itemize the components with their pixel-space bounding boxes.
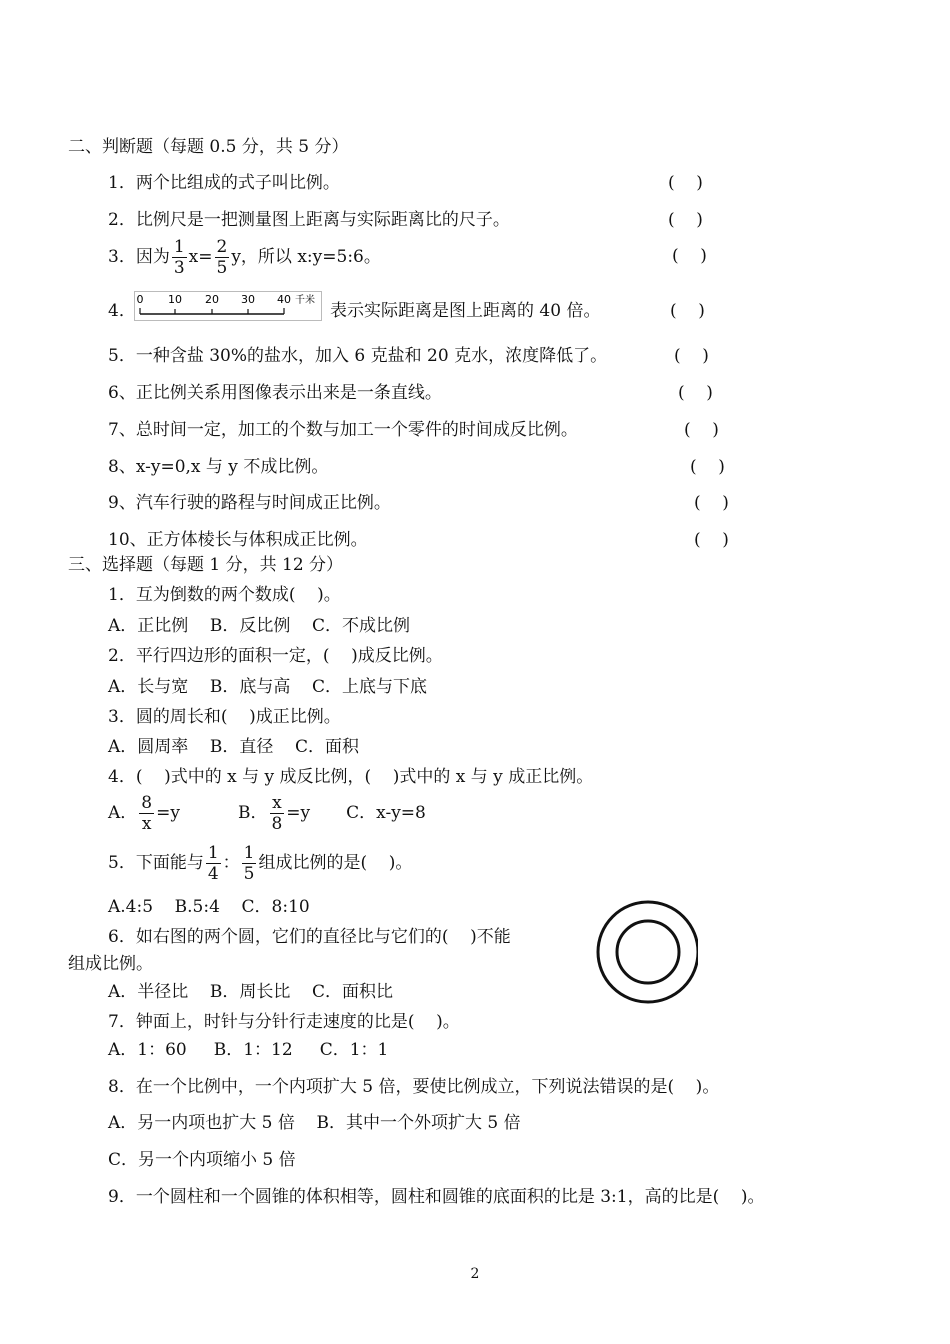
ruler-tick-20: 20: [205, 293, 219, 306]
choice-q2-options: A．长与宽 B．底与高 C．上底与下底: [108, 677, 428, 697]
fraction-1-4: $\frac{1}{4}$: [207, 843, 219, 884]
choice-q9: 9．一个圆柱和一个圆锥的体积相等，圆柱和圆锥的底面积的比是 3:1，高的比是( )。: [108, 1187, 765, 1207]
judge-item-9: 9、汽车行驶的路程与时间成正比例。: [108, 493, 391, 513]
answer-paren-5[interactable]: ( ): [674, 346, 709, 366]
choice-q5: 5．下面能与 $\frac{1}{4}$ ： $\frac{1}{5}$ 组成比例的是( )。: [108, 843, 413, 884]
fraction-1-3: $\frac{1}{3}$: [173, 237, 185, 278]
choice-q6-line1: 6．如右图的两个圆，它们的直径比与它们的( )不能: [108, 927, 511, 947]
answer-paren-9[interactable]: ( ): [694, 493, 729, 513]
ruler-tick-10: 10: [168, 293, 182, 306]
fraction-2-5: $\frac{2}{5}$: [216, 237, 228, 278]
judge-item-6: 6、正比例关系用图像表示出来是一条直线。: [108, 383, 442, 403]
choice-q3: 3．圆的周长和( )成正比例。: [108, 707, 341, 727]
choice-q4: 4．( )式中的 x 与 y 成反比例，( )式中的 x 与 y 成正比例。: [108, 767, 594, 787]
answer-paren-10[interactable]: ( ): [694, 530, 729, 550]
judge-item-3: 3．因为 $\frac{1}{3}$ x= $\frac{2}{5}$ y，所以 x:y=5:6。: [108, 237, 381, 278]
choice-q8: 8．在一个比例中，一个内项扩大 5 倍，要使比例成立，下列说法错误的是( )。: [108, 1077, 720, 1097]
choice-q5-options: A.4:5 B.5:4 C．8:10: [108, 897, 310, 917]
section3-heading: 三、选择题（每题 1 分，共 12 分）: [68, 555, 344, 575]
judge-item-7: 7、总时间一定，加工的个数与加工一个零件的时间成反比例。: [108, 420, 578, 440]
section2-heading: 二、判断题（每题 0.5 分，共 5 分）: [68, 137, 349, 157]
choice-q6-line2: 组成比例。: [68, 954, 153, 974]
ruler-tick-40: 40: [277, 293, 291, 306]
answer-paren-4[interactable]: ( ): [670, 301, 705, 321]
judge-item-4-text: 表示实际距离是图上距离的 40 倍。: [330, 301, 601, 321]
choice-q8-option-c: C．另一个内项缩小 5 倍: [108, 1150, 296, 1170]
judge-item-4-prefix: 4．: [108, 301, 136, 321]
answer-paren-1[interactable]: ( ): [668, 173, 703, 193]
answer-paren-2[interactable]: ( ): [668, 210, 703, 230]
answer-paren-3[interactable]: ( ): [672, 246, 707, 266]
ruler-unit: 千米: [295, 295, 315, 306]
choice-q8-options-ab: A．另一内项也扩大 5 倍 B．其中一个外项扩大 5 倍: [108, 1113, 521, 1133]
fraction-8-over-x: $\frac{8}{x}$: [141, 793, 153, 834]
choice-q7-options: A．1：60 B．1：12 C．1：1: [108, 1040, 389, 1060]
choice-q7: 7．钟面上，时针与分针行走速度的比是( )。: [108, 1012, 460, 1032]
answer-paren-6[interactable]: ( ): [678, 383, 713, 403]
choice-q4-options: A． $\frac{8}{x}$ =y B． $\frac{x}{8}$ =y C．x-y=8: [108, 793, 426, 834]
choice-q1-options: A．正比例 B．反比例 C．不成比例: [108, 616, 411, 636]
choice-q6-options: A．半径比 B．周长比 C．面积比: [108, 982, 394, 1002]
choice-q3-options: A．圆周率 B．直径 C．面积: [108, 737, 360, 757]
fraction-1-5: $\frac{1}{5}$: [243, 843, 255, 884]
fraction-x-over-8: $\frac{x}{8}$: [271, 793, 283, 834]
ruler-tick-0: 0: [136, 293, 144, 306]
choice-q1: 1．互为倒数的两个数成( )。: [108, 585, 341, 605]
page-number: 2: [470, 1266, 480, 1282]
choice-q2: 2．平行四边形的面积一定，( )成反比例。: [108, 646, 443, 666]
judge-item-5: 5．一种含盐 30%的盐水，加入 6 克盐和 20 克水，浓度降低了。: [108, 346, 608, 366]
judge-item-1: 1．两个比组成的式子叫比例。: [108, 173, 340, 193]
scale-ruler: [134, 291, 322, 321]
answer-paren-8[interactable]: ( ): [690, 457, 725, 477]
judge-item-8: 8、x-y=0,x 与 y 不成比例。: [108, 457, 329, 477]
judge-item-10: 10、正方体棱长与体积成正比例。: [108, 530, 368, 550]
ruler-tick-30: 30: [241, 293, 255, 306]
concentric-circles-figure: [594, 898, 698, 1006]
judge-item-2: 2．比例尺是一把测量图上距离与实际距离比的尺子。: [108, 210, 510, 230]
answer-paren-7[interactable]: ( ): [684, 420, 719, 440]
